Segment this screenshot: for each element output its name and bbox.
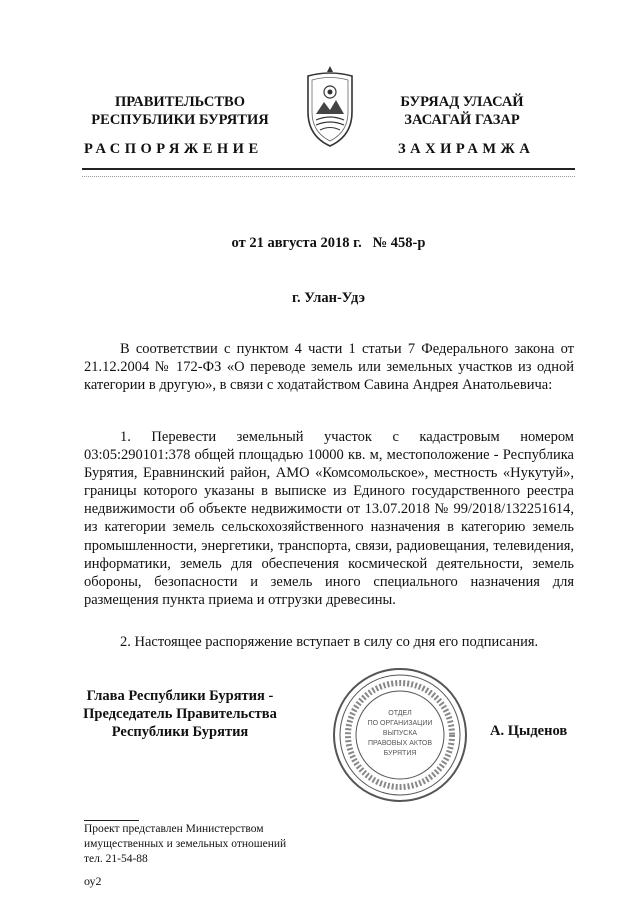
stamp-line5: БУРЯТИЯ — [383, 750, 417, 757]
header-left-line1: ПРАВИТЕЛЬСТВО — [115, 94, 245, 110]
footer-rule — [84, 820, 139, 821]
signatory-line2: Председатель Правительства — [83, 706, 277, 722]
footer-line2: имущественных и земельных отношений — [84, 838, 287, 851]
paragraph-item-2: 2. Настоящее распоряжение вступает в силу со дня его подписания. — [120, 634, 539, 650]
stamp-line2: ПО ОРГАНИЗАЦИИ — [367, 720, 433, 727]
header-right — [362, 93, 562, 129]
date-number: от 21 августа 2018 г. № 458-р — [231, 235, 426, 251]
header-right-line1: БУРЯАД УЛАСАЙ — [400, 94, 524, 110]
stamp-line1: ОТДЕЛ — [388, 710, 412, 717]
header-right-line2: ЗАСАГАЙ ГАЗАР — [404, 112, 520, 128]
header-dotted-rule — [82, 176, 575, 177]
stamp-line3: ВЫПУСКА — [382, 730, 418, 737]
header-rule — [82, 168, 575, 170]
signatory-line3: Республики Бурятия — [111, 724, 249, 740]
signatory-title — [80, 687, 280, 741]
stamp-line4: ПРАВОВЫХ АКТОВ — [367, 740, 433, 747]
signatory-line1: Глава Республики Бурятия - — [86, 688, 274, 704]
doc-type-title-ru: РАСПОРЯЖЕНИЕ — [84, 141, 263, 157]
official-stamp-icon — [330, 665, 470, 805]
footer-line1: Проект представлен Министерством — [84, 823, 264, 835]
paragraph-preamble: В соответствии с пунктом 4 части 1 статьи 7 Федерального закона от 21.12.2004 № 172-ФЗ «О переводе земель или земельных участков из одной категории в другую», в связи с ходатайством Савина Андрея Анатольевича: — [84, 341, 574, 394]
paragraph-item-1: 1. Перевести земельный участок с кадастровым номером 03:05:290101:378 общей площадью 10000 кв. м, местоположение - Республика Бурятия, Еравнинский район, АМО «Комсомольское», местность «Нукутуй», границы которого указаны в выписке из Единого государственного реестра недвижимости об объекте недвижимости от 13.07.2018 № 99/2018/132251614, из категории земель сельскохозяйственного назначения в категорию земель промышленности, энергетики, транспорта, связи, радиовещания, телевидения, информатики, земель для обеспечения космической деятельности, земель обороны, безопасности и земель иного специального назначения для размещения пункта приема и отгрузки древесины. — [84, 429, 574, 608]
city: г. Улан-Удэ — [292, 290, 365, 306]
header-left-line2: РЕСПУБЛИКИ БУРЯТИЯ — [91, 112, 269, 128]
footer-note — [84, 822, 286, 868]
footer-line3: тел. 21-54-88 — [84, 853, 148, 866]
signer-name: А. Цыденов — [490, 723, 568, 739]
header-left — [80, 93, 280, 129]
doc-type-title-bua: ЗАХИРАМЖА — [398, 141, 535, 157]
coat-of-arms-icon — [300, 62, 360, 152]
footer-code: оу2 — [84, 874, 102, 888]
